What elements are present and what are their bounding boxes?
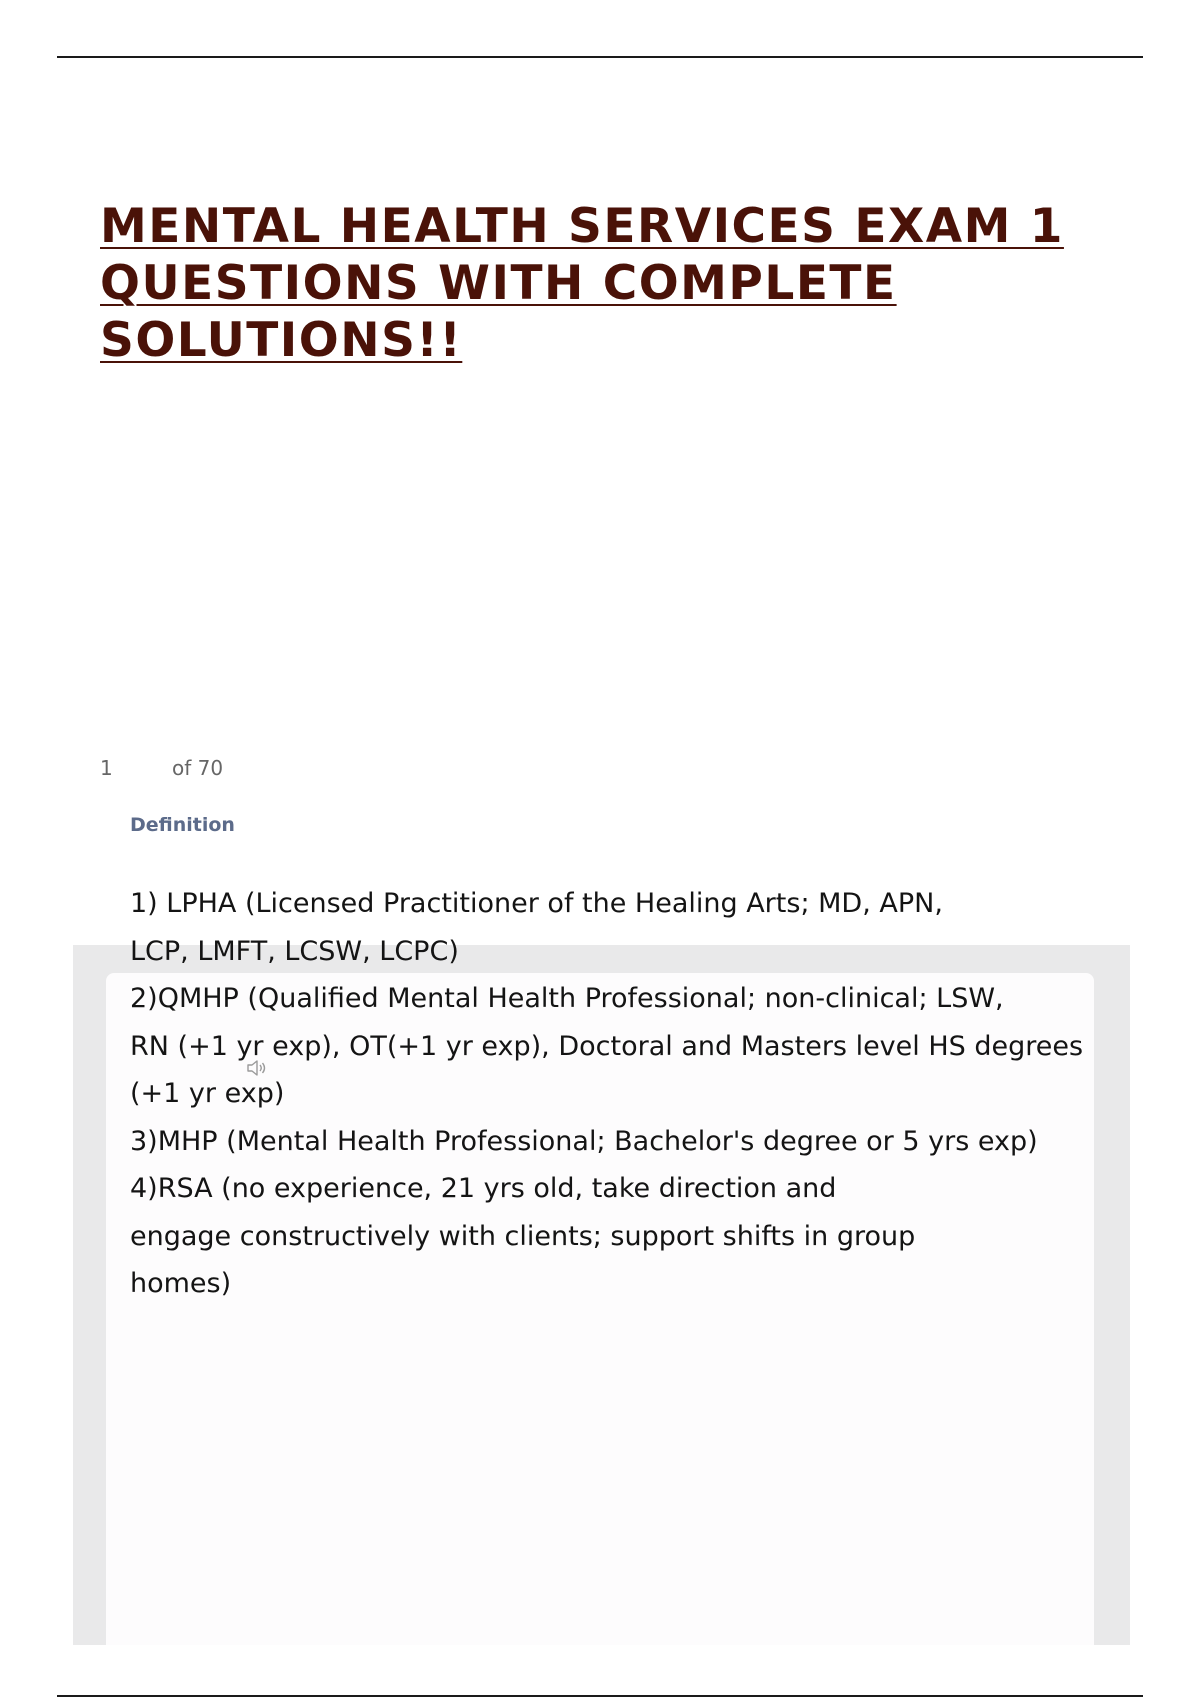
definition-line: LCP, LMFT, LCSW, LCPC) — [130, 935, 459, 967]
card-definition — [130, 880, 1084, 1308]
definition-line: 3)MHP (Mental Health Professional; Bachelor's degree or 5 yrs exp) — [130, 1125, 1038, 1157]
definition-line: 2)QMHP (Qualified Mental Health Professional; non-clinical; LSW, — [130, 983, 1004, 1014]
definition-line: (+1 yr exp) — [130, 1078, 285, 1109]
page-top-rule — [57, 56, 1143, 58]
definition-line: 1) LPHA (Licensed Practitioner of the Healing Arts; MD, APN, — [130, 888, 943, 919]
definition-line: homes) — [130, 1268, 232, 1299]
document-title — [100, 198, 1090, 369]
title-line: QUESTIONS WITH COMPLETE — [100, 256, 897, 311]
card-counter-total: of 70 — [172, 756, 224, 780]
title-line: MENTAL HEALTH SERVICES EXAM 1 — [100, 199, 1064, 254]
speaker-icon[interactable] — [246, 1060, 268, 1076]
definition-line: engage constructively with clients; support shifts in group — [130, 1220, 916, 1252]
page-bottom-rule — [57, 1695, 1143, 1697]
definition-line: 4)RSA (no experience, 21 yrs old, take direction and — [130, 1173, 837, 1204]
definition-line: RN (+1 yr exp), OT(+1 yr exp), Doctoral and Masters level HS degrees — [130, 1030, 1084, 1062]
card-side-label: Definition — [130, 814, 235, 836]
card-counter-current: 1 — [100, 756, 113, 780]
title-line: SOLUTIONS!! — [100, 313, 463, 368]
